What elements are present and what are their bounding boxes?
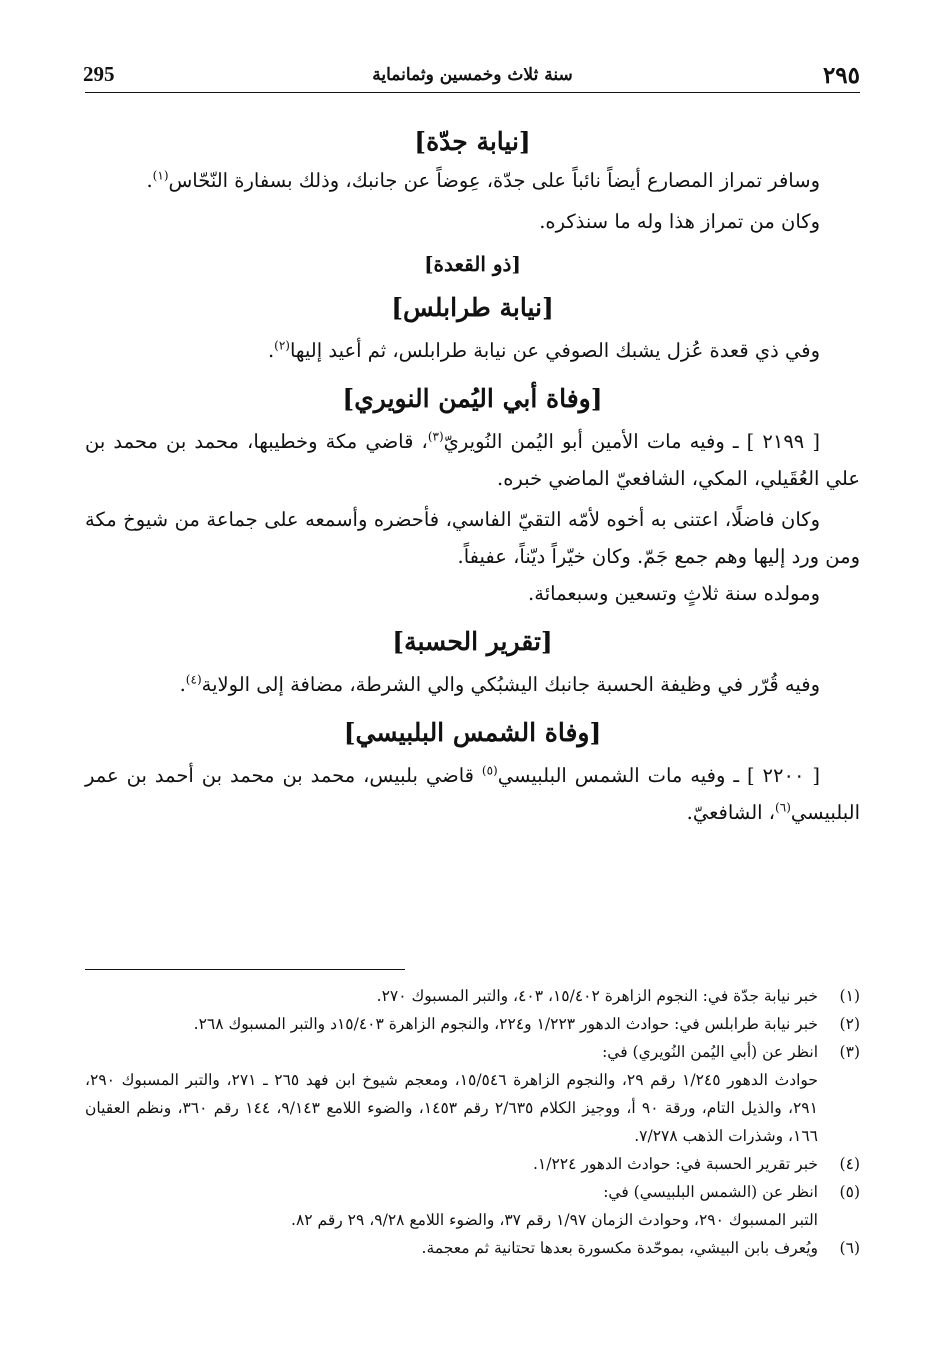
footnote-ref[interactable]: (٥): [481, 763, 498, 778]
footnote: [85, 1234, 860, 1262]
running-title: سنة ثلاث وخمسين وثمانماية: [372, 65, 573, 85]
footnote-number: (١): [839, 987, 860, 1005]
footnotes: [85, 982, 860, 1262]
footnote-ref[interactable]: (٣): [427, 429, 444, 444]
footnote-text: خبر نيابة جدّة في: النجوم الزاهرة ١٥/٤٠٢، ٤٠٣، والتبر المسبوك ٢٧٠.: [376, 987, 818, 1005]
entry-paragraph: [ ٢٢٠٠ ] ـ وفيه مات الشمس البلبيسي$^{(٥)}$ قاضي بلبيس، محمد بن محمد بن أحمد بن عمر البلبيسي$^{(٦)}$، الشافعيّ.: [85, 763, 860, 824]
footnote-number: (٤): [839, 1155, 860, 1173]
section-heading: [وفاة الشمس البلبيسي]: [343, 718, 602, 747]
paragraph: ومولده سنة ثلاثٍ وتسعين وسبعمائة.: [528, 582, 820, 605]
footnote-text: خبر نيابة طرابلس في: حوادث الدهور ١/٢٢٣ و٢٢٤، والنجوم الزاهرة ١٥/٤٠٣د والتبر المسبوك ٢٦٨.: [193, 1015, 818, 1033]
footnote-text: خبر تقرير الحسبة في: حوادث الدهور ١/٢٢٤.: [532, 1155, 818, 1173]
footnote-number: (٦): [839, 1239, 860, 1257]
footnote-divider: [85, 969, 405, 970]
footnote: [85, 1038, 860, 1066]
paragraph: وكان فاضلًا، اعتنى به أخوه لأمّه التقيّ الفاسي، فأحضره وأسمعه على جماعة من شيوخ مكة ومن ورد إليها وهم جمع جَمّ. وكان خيّراً ديّناً، عفيفاً.: [85, 508, 860, 568]
paragraph: وفيه قُرّر في وظيفة الحسبة جانبك اليشبُكي والي الشرطة، مضافة إلى الولاية$^{(٤)}$.: [179, 672, 820, 696]
footnote-continuation: حوادث الدهور ١/٢٤٥ رقم ٢٩، والنجوم الزاهرة ١٥/٥٤٦، ومعجم شيوخ ابن فهد ٢٦٥ ـ ٢٧١، والتبر المسبوك ٢٩٠، ٢٩١، والذيل التام، ورقة ٩٠ أ، ووجيز الكلام ٢/٦٣٥ رقم ١٤٥٣، والضوء اللامع ٩/١٤٣، ١٤٤ رقم ٣٦٠، ونظم العقيان ١٦٦، وشذرات الذهب ٧/٢٧٨.: [85, 1071, 818, 1145]
month-heading: [ذو القعدة]: [424, 252, 521, 276]
page-header: [85, 58, 860, 93]
entry-paragraph: [ ٢١٩٩ ] ـ وفيه مات الأمين أبو اليُمن النُويريّ$^{(٣)}$، قاضي مكة وخطيبها، محمد بن محمد بن علي العُقَيلي، المكي، الشافعيّ الماضي خبره.: [85, 429, 860, 490]
section-heading: [نيابة طرابلس]: [391, 293, 554, 322]
main-text: [85, 122, 860, 831]
paragraph: وكان من تمراز هذا وله ما سنذكره.: [539, 210, 820, 233]
footnote-ref[interactable]: (٤): [185, 672, 202, 687]
footnote-text: انظر عن (أبي اليُمن النُويري) في:: [602, 1043, 818, 1061]
footnote-ref[interactable]: (٢): [274, 338, 290, 353]
footnote-number: (٥): [839, 1183, 860, 1201]
footnote-number: (٣): [839, 1043, 860, 1061]
footnote-text: انظر عن (الشمس البلبيسي) في:: [603, 1183, 818, 1201]
section-heading: [نيابة جدّة]: [414, 127, 531, 156]
section-heading: [وفاة أبي اليُمن النويري]: [342, 384, 603, 413]
paragraph: وسافر تمراز المصارع أيضاً نائباً على جدّة، عِوضاً عن جانبك، وذلك بسفارة النّحّاس$^{(١)}$.: [146, 168, 820, 192]
footnote: [85, 1010, 860, 1038]
page: [85, 0, 860, 1367]
footnote-number: (٢): [839, 1015, 860, 1033]
paragraph: وفي ذي قعدة عُزل يشبك الصوفي عن نيابة طرابلس، ثم أعيد إليها$^{(٢)}$.: [267, 338, 820, 362]
footnote-ref[interactable]: (٦): [775, 800, 791, 815]
section-heading: [تقرير الحسبة]: [392, 627, 553, 656]
footnote-text: ويُعرف بابن البيشي، بموحّدة مكسورة بعدها تحتانية ثم معجمة.: [421, 1239, 818, 1257]
page-number-arabic: ٢٩٥: [822, 62, 860, 89]
footnote: [85, 1178, 860, 1206]
page-number-latin: 295: [83, 62, 115, 86]
footnote: [85, 982, 860, 1010]
footnote: [85, 1150, 860, 1178]
footnote-continuation: التبر المسبوك ٢٩٠، وحوادث الزمان ١/٩٧ رقم ٣٧، والضوء اللامع ٩/٢٨، ٢٩ رقم ٨٢.: [291, 1211, 818, 1229]
footnote-ref[interactable]: (١): [152, 168, 169, 183]
